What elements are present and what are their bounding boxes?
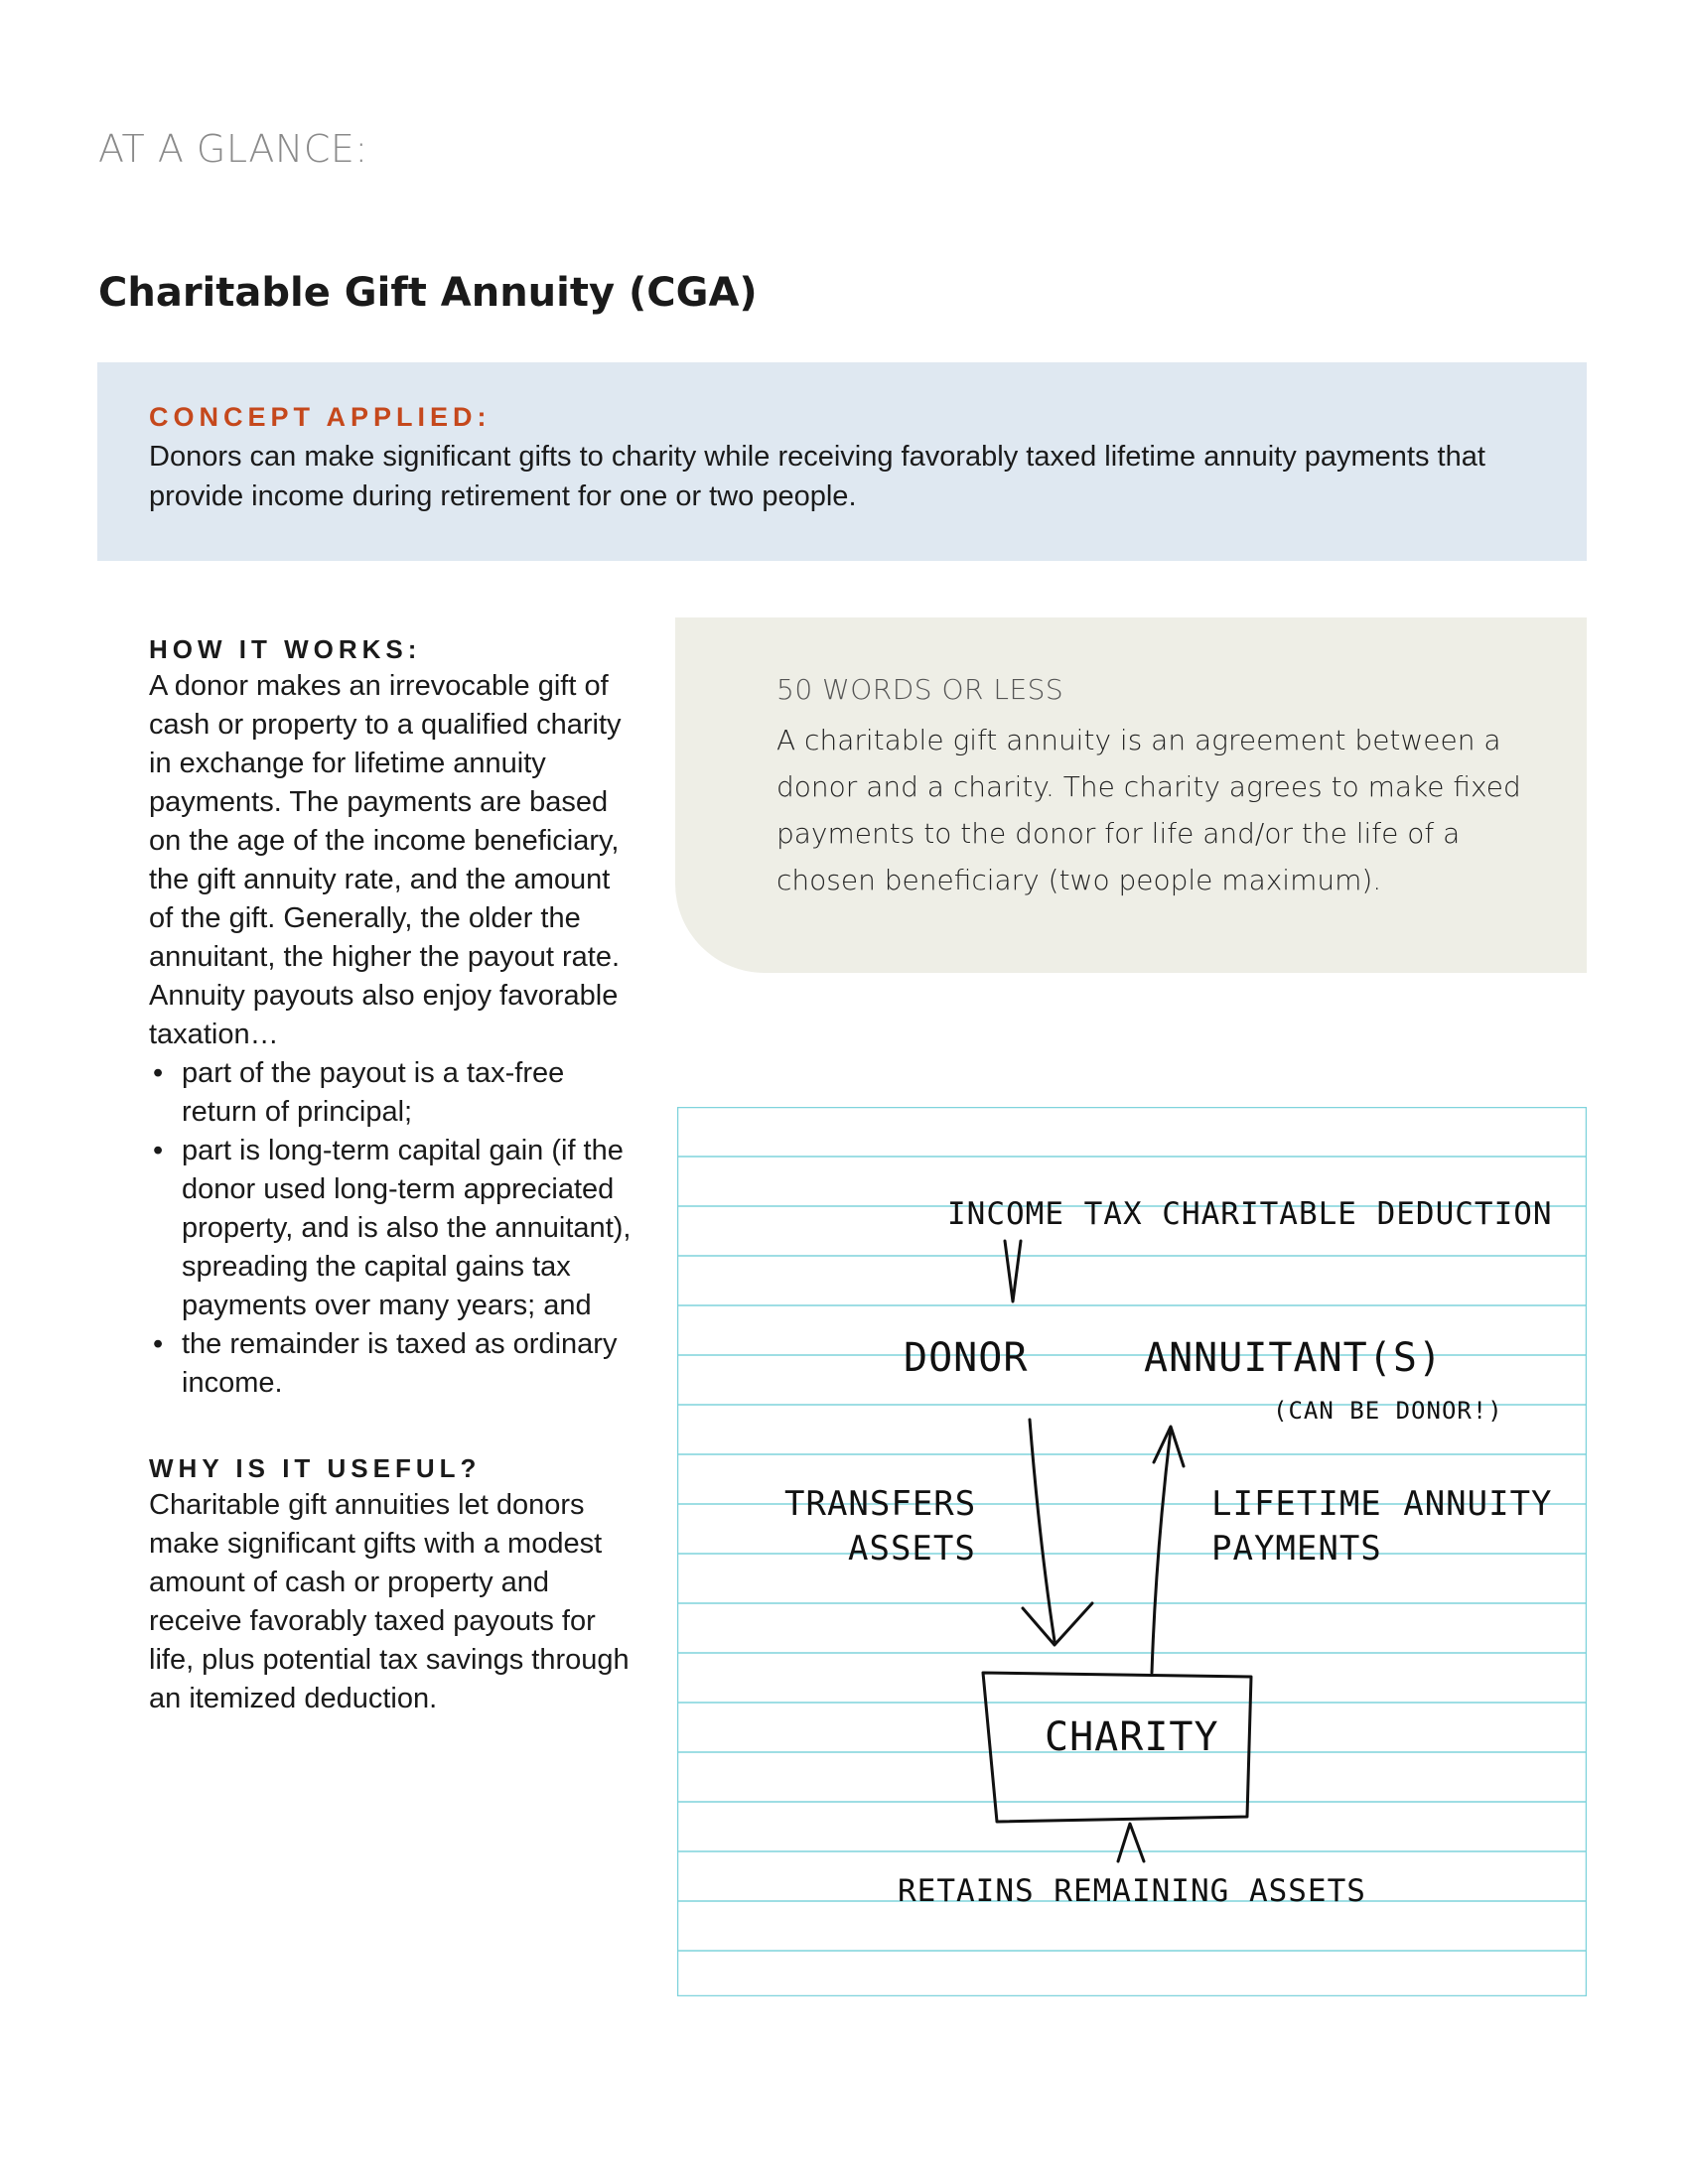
retains-label: RETAINS REMAINING ASSETS xyxy=(898,1873,1366,1909)
summary-box xyxy=(675,617,1587,973)
payments-label-line1: LIFETIME ANNUITY xyxy=(1211,1484,1553,1524)
why-useful-text: Charitable gift annuities let donors make significant gifts with a modest amount of cash or property and receive favorably taxed payouts for life, plus potential tax savings through an itemized deduction. xyxy=(149,1489,630,1714)
tax-bullet-list xyxy=(149,1054,635,1403)
annuitants-label: ANNUITANT(S) xyxy=(1144,1335,1443,1381)
summary-label: 50 WORDS OR LESS xyxy=(776,673,1064,706)
summary-text: A charitable gift annuity is an agreement between a donor and a charity. The charity agrees to make fixed payments to the donor for life and/or the life of a chosen beneficiary (two people maximum). xyxy=(776,724,1521,896)
donor-label: DONOR xyxy=(904,1335,1029,1381)
bullet-icon: • xyxy=(153,1057,164,1089)
deduction-label: INCOME TAX CHARITABLE DEDUCTION xyxy=(947,1196,1553,1232)
why-useful-heading: WHY IS IT USEFUL? xyxy=(149,1453,482,1483)
concept-applied-box xyxy=(97,362,1587,561)
eyebrow-label: AT A GLANCE: xyxy=(98,127,368,171)
page-title: Charitable Gift Annuity (CGA) xyxy=(98,270,758,316)
transfers-label-line2: ASSETS xyxy=(848,1529,976,1569)
annuitant-note: (CAN BE DONOR!) xyxy=(1273,1397,1503,1425)
transfers-label-line1: TRANSFERS xyxy=(784,1484,977,1524)
bullet-icon: • xyxy=(153,1328,164,1360)
how-it-works-section xyxy=(149,631,635,1403)
why-useful-section xyxy=(149,1450,635,1718)
list-item: • part of the payout is a tax-free return of principal; xyxy=(149,1054,635,1132)
how-it-works-heading: HOW IT WORKS: xyxy=(149,634,422,664)
left-column xyxy=(149,631,635,1718)
concept-heading: CONCEPT APPLIED: xyxy=(149,402,492,432)
list-item: • part is long-term capital gain (if the donor used long-term appreciated property, and is also the annuitant), spreading the capital gains tax payments over many years; and xyxy=(149,1132,635,1325)
charity-label: CHARITY xyxy=(1045,1714,1219,1760)
how-it-works-text: A donor makes an irrevocable gift of cash or property to a qualified charity in exchange for lifetime annuity payments. The payments are based on the age of the income beneficiary, the gift annuity rate, and the amount of the gift. Generally, the older the annuitant, the higher the payout rate. Annuity payouts also enjoy favorable taxation… xyxy=(149,670,622,1050)
payments-label-line2: PAYMENTS xyxy=(1211,1529,1382,1569)
concept-text: Donors can make significant gifts to charity while receiving favorably taxed lifetime annuity payments that provide income during retirement for one or two people. xyxy=(149,441,1485,512)
bullet-icon: • xyxy=(153,1135,164,1166)
ruled-paper-background xyxy=(677,1107,1587,1996)
list-item: • the remainder is taxed as ordinary income. xyxy=(149,1325,635,1403)
cga-flow-diagram xyxy=(677,1107,1587,1996)
